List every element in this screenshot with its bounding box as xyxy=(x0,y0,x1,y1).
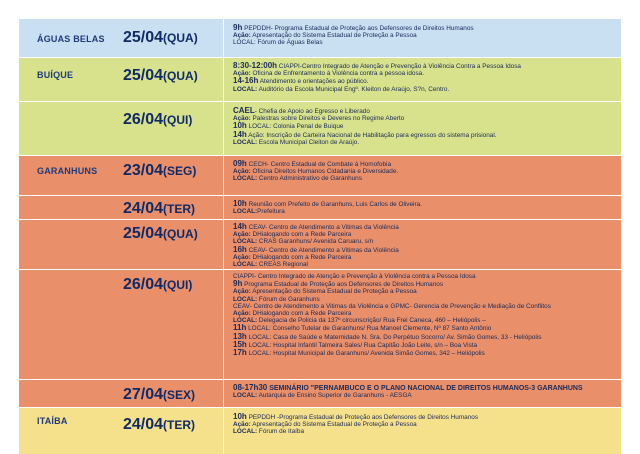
line-text: CIAPPI-Centro Integrado de Atenção e Prevenção à Violência Contra a Pessoa Idosa xyxy=(277,63,521,70)
line-text: Fórum de Garanhuns xyxy=(257,295,320,303)
line-label: Ação: xyxy=(233,32,251,40)
line-label: LOCAL: xyxy=(233,208,258,216)
event-details xyxy=(233,62,521,93)
detail-line xyxy=(233,254,399,261)
detail-line xyxy=(233,341,551,349)
line-label: Ação: xyxy=(233,253,251,261)
line-text: - Chefia de Apoio ao Egresso e Liberado xyxy=(254,108,370,115)
line-text: Reunião com Prefeito de Garanhuns, Luis Carlos de Oliveira. xyxy=(246,201,422,208)
event-date xyxy=(123,416,195,434)
day-entry xyxy=(19,408,621,454)
event-time: CAEL xyxy=(233,106,255,115)
line-text: Fórum de Itaíba xyxy=(257,428,305,436)
event-time: 10h xyxy=(233,199,247,208)
city-name: ITAÍBA xyxy=(37,416,68,426)
event-time: 9h xyxy=(233,279,243,289)
date-value: 23/04 xyxy=(123,162,164,179)
region-1 xyxy=(19,18,621,58)
event-date xyxy=(123,111,192,129)
line-text: Ação: Inscrição de Carteira Nacional de Habilitação para egressos do sistema prisional. xyxy=(246,131,497,139)
detail-line xyxy=(233,303,551,310)
detail-line xyxy=(233,70,521,77)
line-text: LOCAL: Colonia Penal de Buique xyxy=(246,123,344,131)
event-details xyxy=(233,223,399,268)
detail-line xyxy=(233,333,551,341)
detail-line xyxy=(233,280,551,288)
detail-line xyxy=(233,115,497,122)
line-text: PEPDDH -Programa Estadual de Proteção aos Defensores de Direitos Humanos xyxy=(246,414,479,421)
line-label: Ação: xyxy=(233,70,251,78)
line-label: Ação: xyxy=(233,288,251,296)
day-entry xyxy=(19,195,621,220)
line-label: LOCAL: xyxy=(233,295,258,303)
city-name: ÁGUAS BELAS xyxy=(37,34,105,44)
line-label: LOCAL: xyxy=(233,238,258,246)
detail-line xyxy=(233,160,398,168)
event-details xyxy=(233,384,583,399)
line-label: LOCAL: xyxy=(233,317,258,325)
line-text: Prefeitura xyxy=(257,208,285,216)
region-3 xyxy=(19,155,621,408)
line-text: Atendimento e orientações ao público. xyxy=(258,78,369,86)
event-time: 14-16h xyxy=(233,76,259,86)
line-label: Ação: xyxy=(233,421,251,429)
event-date xyxy=(123,276,192,294)
weekday: (TER) xyxy=(163,202,196,216)
weekday: (QUA) xyxy=(163,227,198,241)
day-entry xyxy=(19,269,621,380)
detail-line xyxy=(233,384,583,392)
date-value: 24/04 xyxy=(123,416,164,433)
date-value: 25/04 xyxy=(123,225,164,242)
line-label: Ação: xyxy=(233,115,251,123)
line-text: Programa Estadual de Proteção aos Defensores de Direitos Humanos xyxy=(242,281,444,289)
event-time: 13h xyxy=(233,331,247,341)
detail-line xyxy=(233,349,551,357)
date-value: 26/04 xyxy=(123,276,164,293)
line-text: LOCAL: Conselho Tutelar de Garanhuns/ Rua Manoel Clemente, Nº 87 Santo Antônio xyxy=(246,325,492,333)
date-value: 25/04 xyxy=(123,29,164,46)
detail-line xyxy=(233,392,583,399)
page-title xyxy=(0,21,1,22)
event-time: 17h xyxy=(233,348,247,358)
detail-line xyxy=(233,231,399,238)
event-time: 08-17h30 xyxy=(233,383,268,392)
weekday: (QUI) xyxy=(163,278,193,292)
detail-line xyxy=(233,107,497,115)
detail-line xyxy=(233,39,474,46)
event-details xyxy=(233,200,422,215)
detail-line xyxy=(233,310,551,317)
event-date xyxy=(123,162,196,180)
line-text: Palestras sobre Direitos e Deveres no Regime Aberto xyxy=(250,115,405,123)
detail-line xyxy=(233,246,399,254)
event-details xyxy=(233,160,398,183)
event-details xyxy=(233,24,474,47)
detail-line xyxy=(233,168,398,175)
day-entry xyxy=(19,101,621,157)
line-text: LOCAL: Hospital Infantil Talmeira Sales/ Rua Capitão João Leite, s/n – Boa Vista xyxy=(246,341,478,349)
day-entry xyxy=(19,379,621,409)
event-details xyxy=(233,413,478,436)
line-text: LOCAL: Casa de Saúde e Maternidade N. Sra. Do Perpétuo Socorro/ Av. Simão Gomes, 33 - Heliópolis xyxy=(246,333,542,341)
detail-line xyxy=(233,175,398,182)
line-text: Apresentação do Sistema Estadual de Proteção a Pessoa xyxy=(250,421,417,429)
day-entry xyxy=(19,19,621,58)
region-4 xyxy=(19,407,621,454)
detail-line xyxy=(233,208,422,215)
date-value: 24/04 xyxy=(123,200,164,217)
line-text: CEAV- Centro de Atendimento a Vitimas da Violência xyxy=(246,246,399,254)
detail-line xyxy=(233,223,399,231)
line-text: Auditório da Escola Municipal Engº. Kleiton de Araújo, S?n, Centro. xyxy=(257,85,450,93)
line-label: LOCAL: xyxy=(233,138,258,146)
line-text: Apresentação do Sistema Estadual de Proteção a Pessoa xyxy=(250,288,417,296)
line-text: DHialogando com a Rede Parceira xyxy=(250,253,352,261)
detail-line xyxy=(233,139,497,146)
date-value: 27/04 xyxy=(123,386,164,403)
detail-line xyxy=(233,317,551,324)
date-value: 25/04 xyxy=(123,67,164,84)
event-time: 09h xyxy=(233,159,247,168)
detail-line xyxy=(233,62,521,70)
detail-line xyxy=(233,288,551,295)
line-label: Ação: xyxy=(233,310,251,318)
event-details xyxy=(233,273,551,357)
day-entry xyxy=(19,219,621,270)
line-text: LOCAL: Fórum de Águas Belas xyxy=(233,39,323,47)
detail-line xyxy=(233,200,422,208)
line-label: Ação: xyxy=(233,231,251,239)
event-time: 8:30-12:00h xyxy=(233,61,278,70)
weekday: (SEX) xyxy=(163,388,196,402)
line-text: CEAV- Centro de Atendimento a Vitimas da Violência xyxy=(246,224,399,231)
line-text: Oficina de Enfrentamento à Violência contra a pessoa idosa. xyxy=(250,70,425,78)
schedule-table xyxy=(19,18,621,453)
event-time: 15h xyxy=(233,339,247,349)
line-text: Apresentação do Sistema Estadual de Proteção a Pessoa xyxy=(250,32,417,40)
weekday: (SEG) xyxy=(163,164,197,178)
city-name: BUÍQUE xyxy=(37,70,74,80)
line-text: CRAS Garanhuns/ Avenida Caruaru, s/n xyxy=(257,238,374,246)
line-text: CEAV- Centro de Atendimento a Vitimas da Violência e GPMC- Gerencia de Prevenção e Mediação de Conflitos xyxy=(233,302,551,310)
day-entry xyxy=(19,156,621,195)
weekday: (TER) xyxy=(163,418,196,432)
region-2 xyxy=(19,57,621,156)
day-entry xyxy=(19,58,621,101)
detail-line xyxy=(233,122,497,130)
detail-line xyxy=(233,24,474,32)
line-text: DHialogando com a Rede Parceira xyxy=(250,310,352,318)
event-date xyxy=(123,386,195,404)
line-label: LOCAL: xyxy=(233,261,258,269)
event-time: 14h xyxy=(233,129,247,139)
detail-line xyxy=(233,324,551,332)
weekday: (QUA) xyxy=(163,69,198,83)
detail-line xyxy=(233,296,551,303)
city-name: GARANHUNS xyxy=(37,166,98,176)
detail-line xyxy=(233,428,478,435)
event-time: 10h xyxy=(233,412,247,421)
date-value: 26/04 xyxy=(123,111,164,128)
event-date xyxy=(123,200,195,218)
detail-line xyxy=(233,421,478,428)
detail-line xyxy=(233,86,521,93)
line-text: Autarquia de Ensino Superior de Garanhuns - AESGA xyxy=(257,392,412,400)
detail-line xyxy=(233,273,551,280)
line-label: LOCAL: xyxy=(233,85,258,93)
detail-line xyxy=(233,413,478,421)
line-text: DHialogando com a Rede Parceira xyxy=(250,231,352,239)
line-text: CREAS Regional xyxy=(257,261,308,269)
line-text: Delegacia de Policia da 137º circunscrição/ Rua Frei Caneca, 460 – Heliópolis – xyxy=(257,317,486,325)
event-date xyxy=(123,67,198,85)
event-date xyxy=(123,225,198,243)
line-label: LOCAL: xyxy=(233,392,258,400)
line-label: LOCAL: xyxy=(233,428,258,436)
weekday: (QUA) xyxy=(163,31,198,45)
event-time: 14h xyxy=(233,222,247,231)
detail-line xyxy=(233,77,521,85)
line-text: SEMINÁRIO "PERNAMBUCO E O PLANO NACIONAL DE DIREITOS HUMANOS-3 GARANHUNS xyxy=(267,385,583,392)
line-text: CECH- Centro Estadual de Combate à Homofobia xyxy=(246,161,392,168)
detail-line xyxy=(233,131,497,139)
line-text: Centro Administrativo de Garanhuns xyxy=(257,175,362,183)
event-time: 10h xyxy=(233,121,247,131)
line-text: LOCAL: Hospital Municipal de Garanhuns/ Avenida Simão Gomes, 342 – Heliópolis xyxy=(246,350,485,358)
weekday: (QUI) xyxy=(163,113,193,127)
event-time: 11h xyxy=(233,323,247,333)
event-time: 16h xyxy=(233,244,247,254)
line-text: Escola Municipal Cleiton de Araújo. xyxy=(257,138,360,146)
detail-line xyxy=(233,261,399,268)
line-text: Oficina Direitos Humanos Cidadania e Diversidade. xyxy=(250,168,399,176)
event-date xyxy=(123,29,198,47)
event-details xyxy=(233,107,497,146)
line-text: PEPDDH- Programa Estadual de Proteção aos Defensores de Direitos Humanos xyxy=(242,25,474,32)
line-text: CIAPPI- Centro Integrado de Atenção e Prevenção à Violência contra a Pessoa Idosa xyxy=(233,273,476,280)
line-label: LOCAL: xyxy=(233,175,258,183)
event-time: 9h xyxy=(233,23,243,32)
detail-line xyxy=(233,238,399,245)
line-label: Ação: xyxy=(233,168,251,176)
